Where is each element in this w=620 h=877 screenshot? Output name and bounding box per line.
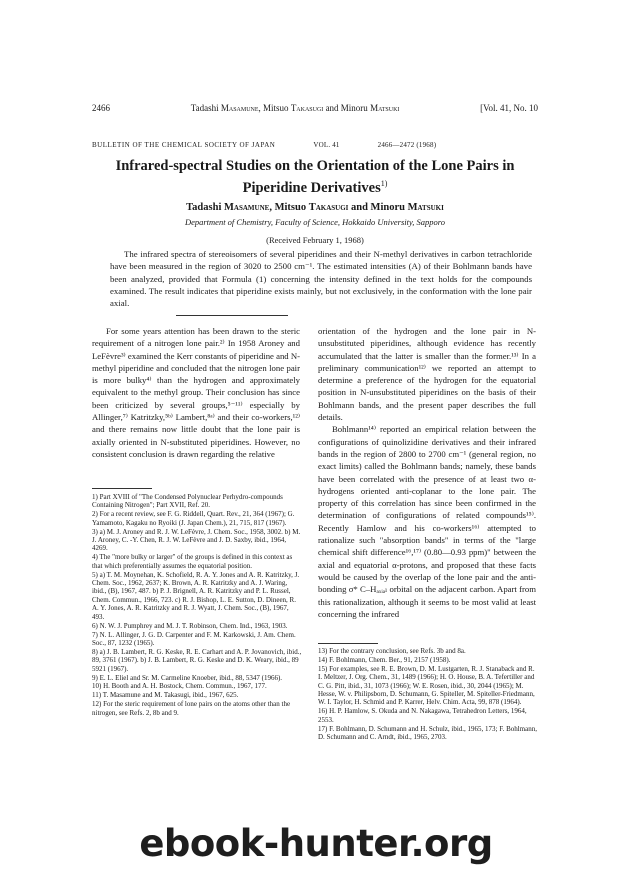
- footnote: 7) N. L. Allinger, J. G. D. Carpenter and F. M. Karkowski, J. Am. Chem. Soc., 87, 1232 (1965).: [92, 630, 296, 647]
- journal-pages: 2466—2472 (1968): [377, 141, 437, 149]
- paper-title: Infrared-spectral Studies on the Orientation of the Lone Pairs in Piperidine Derivatives$^{1)}$: [115, 158, 515, 196]
- body-paragraph: Bohlmann¹⁴⁾ reported an empirical relation between the configurations of quinolizidine derivatives and their infrared bands in the region of 2800 to 2700 cm⁻¹ (general region, no exact limits) called the Bohlmann bands; namely, these bands have been correlated with the presence of at least two α-hydrogens oriented anti-coplanar to the lone pair. The property of this correlation has since been confirmed in the determination of configurations of related compounds¹⁵⁾. Recently Hamlow and his co-workers¹⁶⁾ attempted to rationalize such "absorption bands" in terms of the "large chemical shift difference¹⁶,¹⁷⁾ (0.80—0.93 ppm)" between the axial and equatorial α-protons, and proposed that these facts would be caused by the overlap of the lone pair and the anti-bonding σ* C–Hₐₓᵢₐₗ orbital on the adjacent carbon. Apart from this rationalization, although it seems to be most valid at least concerning the infrared: [318, 424, 536, 619]
- footnote: 10) H. Booth and A. H. Bostock, Chem. Commun., 1967, 177.: [92, 682, 267, 691]
- footnote: 16) H. P. Hamlow, S. Okuda and N. Nakagawa, Tetrahedron Letters, 1964, 2553.: [318, 707, 527, 724]
- footnote: 12) For the steric requirement of lone pairs on the atoms other than the nitrogen, see Refs. 2, 8b and 9.: [92, 700, 291, 717]
- journal-volume: VOL. 41: [313, 141, 340, 149]
- footnote: 15) For examples, see R. E. Brown, D. M. Lustgarten, R. J. Stanaback and R. I. Meltzer, J. Org. Chem., 31, 1489 (1966); H. O. House, B. A. Tefertiller and C. G. Pitt, ibid., 31, 1073 (1966); W. E. Rosen, ibid., 30, 2044 (1965); M. Hesse, W. v. Philipsborn, D. Schumann, G. Spiteller, M. Spiteller-Friedmann, W. I. Taylor, H. Schmid and P. Karrer, Helv. Chim. Acta, 99, 878 (1964).: [318, 664, 535, 707]
- body-paragraph: For some years attention has been drawn to the steric requirement of a nitrogen lone pair.²⁾ In 1958 Aroney and LeFèvre³⁾ examined the Kerr constants of piperidine and N-methyl piperidine and concluded that the nitrogen lone pair is more bulky⁴⁾ than the hydrogen and approximately equivalent to the methyl group. Their conclusion has since been criticized by several groups,⁵⁻¹¹⁾ especially by Allinger,⁷⁾ Katritzky,⁵ᵇ⁾ Lambert,⁸ᵃ⁾ and their co-workers,¹²⁾ and there remains now little doubt that the lone pair is axially oriented in N-substituted piperidines. However, no consistent conclusion is drawn regarding the relative: [92, 326, 300, 459]
- footnote-divider: [92, 488, 152, 489]
- watermark-logo: ebook-hunter.org: [139, 822, 493, 865]
- footnote: 8) a) J. B. Lambert, R. G. Keske, R. E. Carhart and A. P. Jovanovich, ibid., 89, 3761 (1967). b) J. B. Lambert, R. G. Keske and D. K. Weary, ibid., 89 5921 (1967).: [92, 647, 302, 673]
- body-paragraph: orientation of the hydrogen and the lone pair in N-unsubstituted piperidines, although evidence has recently accumulated that the latter is smaller than the former.¹³⁾ In a preliminary communication¹²⁾ we reported an attempt to determine a preference of the hydrogen for the equatorial position in N-unsubstituted piperidines on the basis of their Bohlmann bands, and the present paper describes the full details.: [318, 326, 536, 423]
- body-right-column: [318, 325, 536, 620]
- footnote: 3) a) M. J. Aroney and R. J. W. LeFèvre, J. Chem. Soc., 1958, 3002. b) M. J. Aroney, C. -Y. Chen, R. J. W. LeFèvre and J. D. Saxby, ibid., 1964, 4269.: [92, 527, 301, 553]
- running-authors: Tadashi Masamune, Mitsuo Takasugi and Minoru Matsuki: [190, 103, 400, 113]
- journal-name: BULLETIN OF THE CHEMICAL SOCIETY OF JAPAN: [92, 141, 276, 149]
- footnote-divider: [318, 643, 378, 644]
- footnote: 4) The "more bulky or larger" of the groups is defined in this context as that which preferentially assumes the equatorial position.: [92, 553, 293, 570]
- footnote: 5) a) T. M. Moynehan, K. Schofield, R. A. Y. Jones and A. R. Katritzky, J. Chem. Soc., 1962, 2637; K. Brown, A. R. Katritzky and A. J. Waring, ibid., (B), 1967, 487. b) P. J. Brignell, A. R. Katritzky and P. L. Russel, Chem. Commun., 1966, 723. c) R. J. Bishop, L. E. Sutton, D. Dineen, R. A. Y. Jones, A. R. Katritzky and R. J. Wyatt, J. Chem. Soc., (B), 1967, 493.: [92, 570, 300, 621]
- bulletin-line: [92, 141, 538, 149]
- footnotes-right: [318, 647, 538, 742]
- footnote: 11) T. Masamune and M. Takasugi, ibid., 1967, 625.: [92, 691, 239, 700]
- page-number: 2466: [92, 103, 110, 113]
- footnote: 6) N. W. J. Pumphrey and M. J. T. Robinson, Chem. Ind., 1963, 1903.: [92, 621, 288, 630]
- running-head: [92, 103, 538, 113]
- received-date: (Received February 1, 1968): [266, 235, 364, 245]
- divider: [176, 315, 288, 316]
- footnote: 2) For a recent review, see F. G. Riddell, Quart. Rev., 21, 364 (1967); G. Yamamoto, Kagaku no Ryoiki (J. Japan Chem.), 21, 715, 817 (1967).: [92, 510, 295, 527]
- footnotes-left: [92, 493, 302, 718]
- volume-info: [Vol. 41, No. 10: [480, 103, 538, 113]
- footnote: 17) F. Bohlmann, D. Schumann and H. Schulz, ibid., 1965, 173; F. Bohlmann, D. Schumann and C. Arndt, ibid., 1965, 2703.: [318, 724, 537, 742]
- author-list: Tadashi Masamune, Mitsuo Takasugi and Minoru Matsuki: [186, 202, 444, 213]
- footnote: 9) E. L. Eliel and Sr. M. Carmeline Knoeber, ibid., 88, 5347 (1966).: [92, 673, 283, 682]
- abstract: The infrared spectra of stereoisomers of several piperidines and their N-methyl derivatives in carbon tetrachloride have been measured in the region of 3020 to 2500 cm⁻¹. The estimated intensities (A) of their Bohlmann bands have been analyzed, provided that Formula (1) concerning the intensity defined in the text holds for the compounds examined. The result indicates that piperidine exists mainly, but not exclusively, in the conformation with the lone pair axial.: [110, 249, 532, 309]
- footnote: 1) Part XVIII of "The Condensed Polynuclear Perhydro-compounds Containing Nitrogen"; Part XVII, Ref. 20.: [92, 493, 283, 510]
- body-left-column: [92, 325, 300, 460]
- footnote: 14) F. Bohlmann, Chem. Ber., 91, 2157 (1958).: [318, 655, 451, 664]
- footnote: 13) For the contrary conclusion, see Refs. 3b and 8a.: [318, 647, 466, 655]
- affiliation: Department of Chemistry, Faculty of Science, Hokkaido University, Sapporo: [184, 217, 446, 227]
